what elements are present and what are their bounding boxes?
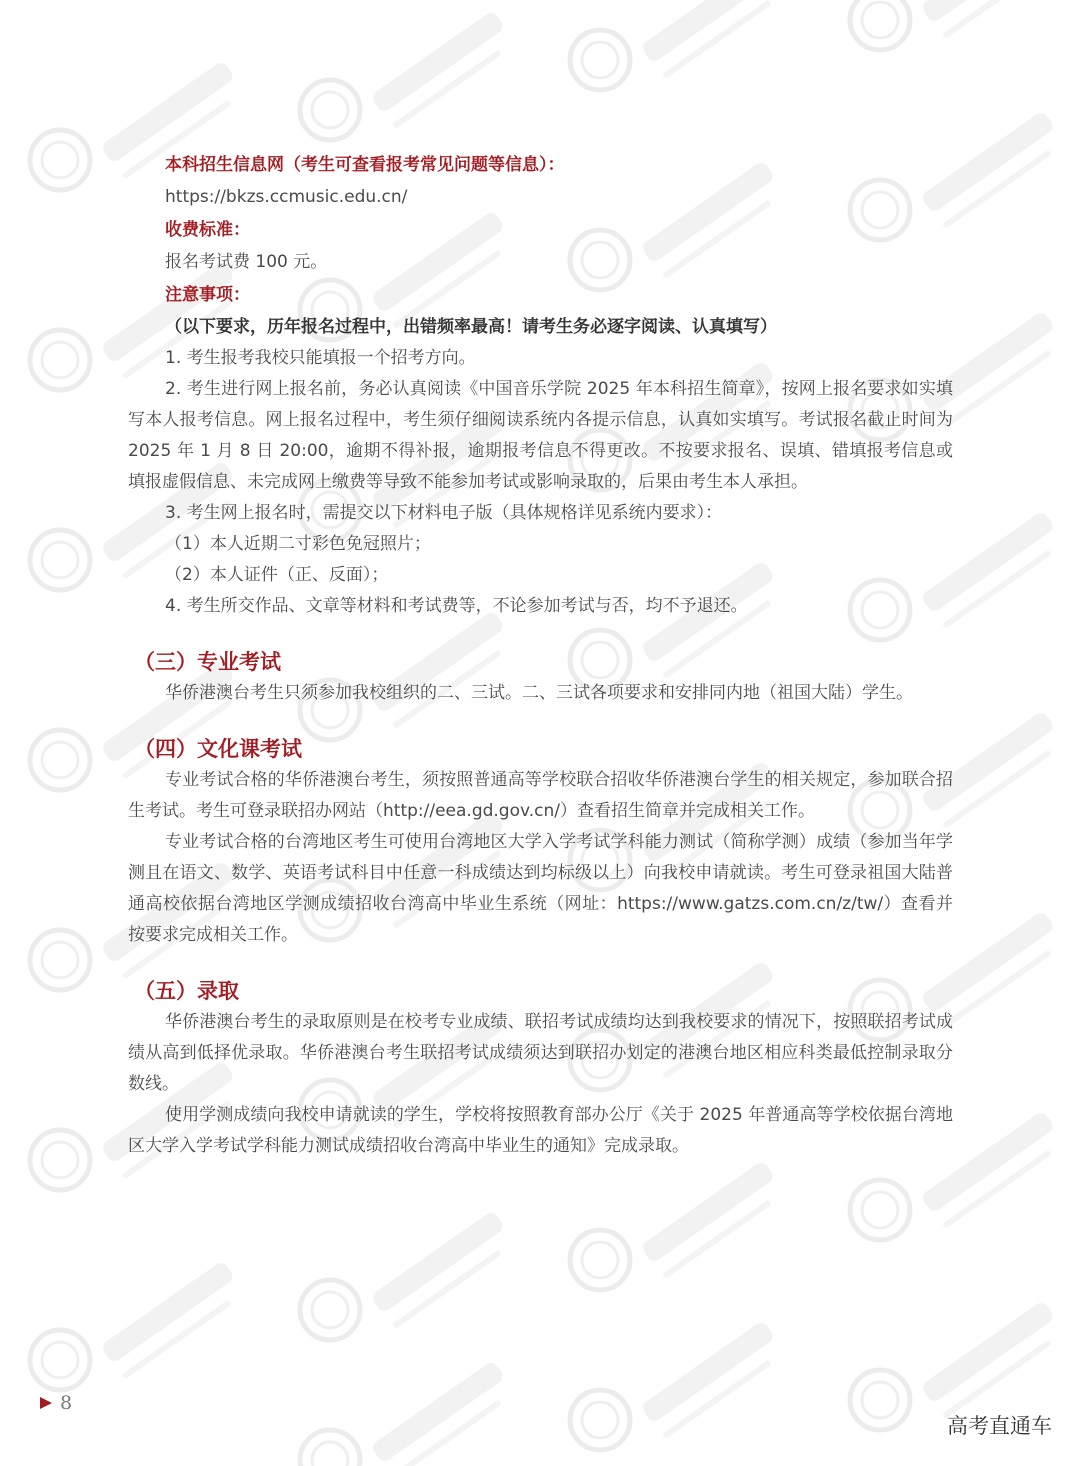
notes-item-2: 2. 考生进行网上报名前，务必认真阅读《中国音乐学院 2025 年本科招生简章》，按网上报名要求如实填写本人报考信息。网上报名过程中，考生须仔细阅读系统内各提示信息，认真如实填写。考试报名截止时间为 2025 年 1 月 8 日 20:00，逾期不得补报，逾期报考信息不得更改。不按要求报名、误填、错填报考信息或填报虚假信息、未完成网上缴费等导致不能参加考试或影响录取的，后果由考生本人承担。 [128, 379, 953, 492]
notes-emphasis: （以下要求，历年报名过程中，出错频率最高！请考生务必逐字阅读、认真填写） [165, 317, 777, 337]
notes-item-3: 3. 考生网上报名时，需提交以下材料电子版（具体规格详见系统内要求）： [165, 503, 723, 523]
notes-item-3-sub-2: （2）本人证件（正、反面）； [165, 565, 389, 585]
notes-item-4: 4. 考生所交作品、文章等材料和考试费等，不论参加考试与否，均不予退还。 [165, 596, 748, 616]
section-3-title: （三）专业考试 [134, 650, 281, 674]
fee-text: 报名考试费 100 元。 [165, 252, 328, 272]
page-arrow-icon [40, 1397, 52, 1409]
fee-label: 收费标准： [165, 220, 250, 240]
footer-brand: 高考直通车 [947, 1414, 1052, 1438]
info-site-url: https://bkzs.ccmusic.edu.cn/ [165, 187, 408, 207]
section-4-title: （四）文化课考试 [134, 737, 302, 761]
section-4-paragraph-2: 专业考试合格的台湾地区考生可使用台湾地区大学入学考试学科能力测试（简称学测）成绩（参加当年学测且在语文、数学、英语考试科目中任意一科成绩达到均标级以上）向我校申请就读。考生可登录祖国大陆普通高校依据台湾地区学测成绩招收台湾高中毕业生系统（网址：https://www.gatzs.com.cn/z/tw/）查看并按要求完成相关工作。 [128, 832, 953, 945]
notes-item-3-sub-1: （1）本人近期二寸彩色免冠照片； [165, 534, 431, 554]
page-number-block [40, 1392, 72, 1414]
section-5-title: （五）录取 [134, 979, 239, 1003]
section-5-paragraph-2: 使用学测成绩向我校申请就读的学生，学校将按照教育部办公厅《关于 2025 年普通高等学校依据台湾地区大学入学考试学科能力测试成绩招收台湾高中毕业生的通知》完成录取。 [128, 1105, 953, 1156]
info-site-label: 本科招生信息网（考生可查看报考常见问题等信息）： [165, 155, 565, 175]
page-number: 8 [60, 1392, 73, 1414]
section-3-paragraph: 华侨港澳台考生只须参加我校组织的二、三试。二、三试各项要求和安排同内地（祖国大陆）学生。 [165, 683, 913, 703]
notes-item-1: 1. 考生报考我校只能填报一个招考方向。 [165, 348, 476, 368]
section-4-paragraph-1: 专业考试合格的华侨港澳台考生，须按照普通高等学校联合招收华侨港澳台学生的相关规定，参加联合招生考试。考生可登录联招办网站（http://eea.gd.gov.cn/）查看招生简章并完成相关工作。 [128, 770, 953, 821]
section-5-paragraph-1: 华侨港澳台考生的录取原则是在校考专业成绩、联招考试成绩均达到我校要求的情况下，按照联招考试成绩从高到低择优录取。华侨港澳台考生联招考试成绩须达到联招办划定的港澳台地区相应科类最低控制录取分数线。 [128, 1012, 953, 1094]
notes-label: 注意事项： [165, 285, 250, 305]
watermark-row-8 [300, 1300, 1055, 1466]
page-content [128, 148, 953, 1162]
